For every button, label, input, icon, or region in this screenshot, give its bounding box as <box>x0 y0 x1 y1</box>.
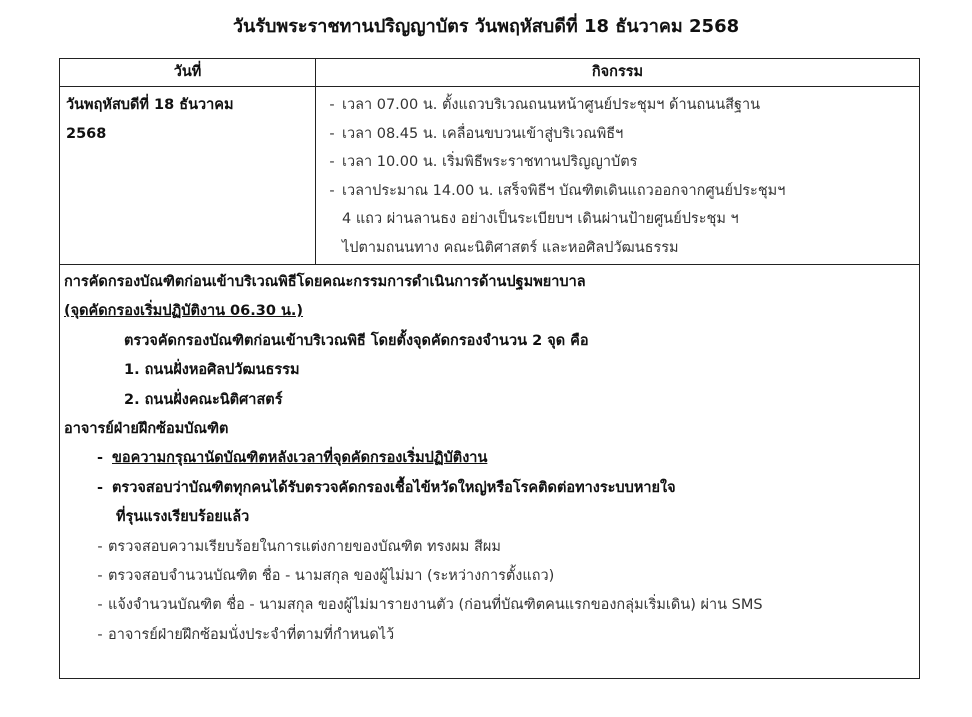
bullet-dash: - <box>97 568 103 585</box>
activity-4-line-2: 4 แถว ผ่านลานธง อย่างเป็นระเบียบฯ เดินผ่านป้ายศูนย์ประชุม ฯ <box>342 211 739 227</box>
table-row <box>60 87 920 265</box>
screening-start-time: (จุดคัดกรองเริ่มปฏิบัติงาน 06.30 น.) <box>64 303 304 320</box>
bullet-dash: - <box>329 125 335 142</box>
bullet-dash: - <box>97 597 103 614</box>
screening-heading: การคัดกรองบัณฑิตก่อนเข้าบริเวณพิธีโดยคณะกรรมการดำเนินการด้านปฐมพยาบาล <box>64 274 586 290</box>
advisor-bold-item <box>64 474 913 503</box>
advisors-heading: อาจารย์ฝ่ายฝึกซ้อมบัณฑิต <box>64 421 229 438</box>
advisor-item <box>64 591 913 620</box>
advisor-item-text: ตรวจสอบจำนวนบัณฑิต ชื่อ - นามสกุล ของผู้ไม่มา (ระหว่างการตั้งแถว) <box>108 568 555 585</box>
page-title: วันรับพระราชทานปริญญาบัตร วันพฤหัสบดีที่ 18 ธันวาคม 2568 <box>232 16 740 37</box>
advisor-item-text: แจ้งจำนวนบัณฑิต ชื่อ - นามสกุล ของผู้ไม่มารายงานตัว (ก่อนที่บัณฑิตคนแรกของกลุ่มเริ่มเดิน) ผ่าน SMS <box>108 597 763 614</box>
activity-cell <box>316 87 920 265</box>
advisor-item <box>64 533 913 562</box>
header-date: วันที่ <box>60 59 316 87</box>
activity-item <box>322 148 913 177</box>
advisor-bold-item <box>64 444 913 473</box>
activity-item <box>322 177 913 263</box>
advisor-item <box>64 621 913 650</box>
date-line-1: วันพฤหัสบดีที่ 18 ธันวาคม <box>66 97 234 113</box>
activity-item <box>322 120 913 149</box>
activity-4-line-3: ไปตามถนนทาง คณะนิติศาสตร์ และหอศิลปวัฒนธรรม <box>342 239 679 256</box>
schedule-table <box>59 58 920 679</box>
bullet-dash: - <box>329 182 335 199</box>
advisor-item-text: อาจารย์ฝ่ายฝึกซ้อมนั่งประจำที่ตามที่กำหนดไว้ <box>108 626 395 643</box>
bullet-dash: - <box>96 479 104 496</box>
date-line-2: 2568 <box>66 126 107 142</box>
activity-text <box>342 177 913 263</box>
bullet-dash: - <box>329 154 335 170</box>
activity-text: เวลา 07.00 น. ตั้งแถวบริเวณถนนหน้าศูนย์ประชุมฯ ด้านถนนสีฐาน <box>342 97 761 113</box>
notes-row <box>60 265 920 679</box>
screening-description: ตรวจคัดกรองบัณฑิตก่อนเข้าบริเวณพิธี โดยตั้งจุดคัดกรองจำนวน 2 จุด คือ <box>124 332 589 349</box>
activity-text: เวลา 08.45 น. เคลื่อนขบวนเข้าสู่บริเวณพิธีฯ <box>342 125 624 142</box>
bullet-dash: - <box>329 97 335 113</box>
activity-text: เวลา 10.00 น. เริ่มพิธีพระราชทานปริญญาบัตร <box>342 154 638 170</box>
activity-4-line-1: เวลาประมาณ 14.00 น. เสร็จพิธีฯ บัณฑิตเดินแถวออกจากศูนย์ประชุมฯ <box>342 182 786 199</box>
screening-point-1: 1. ถนนฝั่งหอศิลปวัฒนธรรม <box>124 362 300 379</box>
bullet-dash: - <box>97 626 103 643</box>
activity-item <box>322 91 913 120</box>
header-activity: กิจกรรม <box>316 59 920 87</box>
bullet-dash: - <box>96 450 104 467</box>
advisor-bold-item-continuation: ที่รุนแรงเรียบร้อยแล้ว <box>116 509 250 526</box>
advisor-item-text: ตรวจสอบความเรียบร้อยในการแต่งกายของบัณฑิต ทรงผม สีผม <box>108 538 501 555</box>
notes-cell <box>60 265 920 679</box>
bullet-dash: - <box>97 538 103 555</box>
screening-point-2: 2. ถนนฝั่งคณะนิติศาสตร์ <box>124 391 283 408</box>
advisor-bold-item-text: ขอความกรุณานัดบัณฑิตหลังเวลาที่จุดคัดกรองเริ่มปฏิบัติงาน <box>112 450 488 467</box>
advisor-bold-item-text: ตรวจสอบว่าบัณฑิตทุกคนได้รับตรวจคัดกรองเชื้อไข้หวัดใหญ่หรือโรคติดต่อทางระบบหายใจ <box>112 479 676 496</box>
table-header-row <box>60 59 920 87</box>
date-cell <box>60 87 316 265</box>
advisor-item <box>64 562 913 591</box>
